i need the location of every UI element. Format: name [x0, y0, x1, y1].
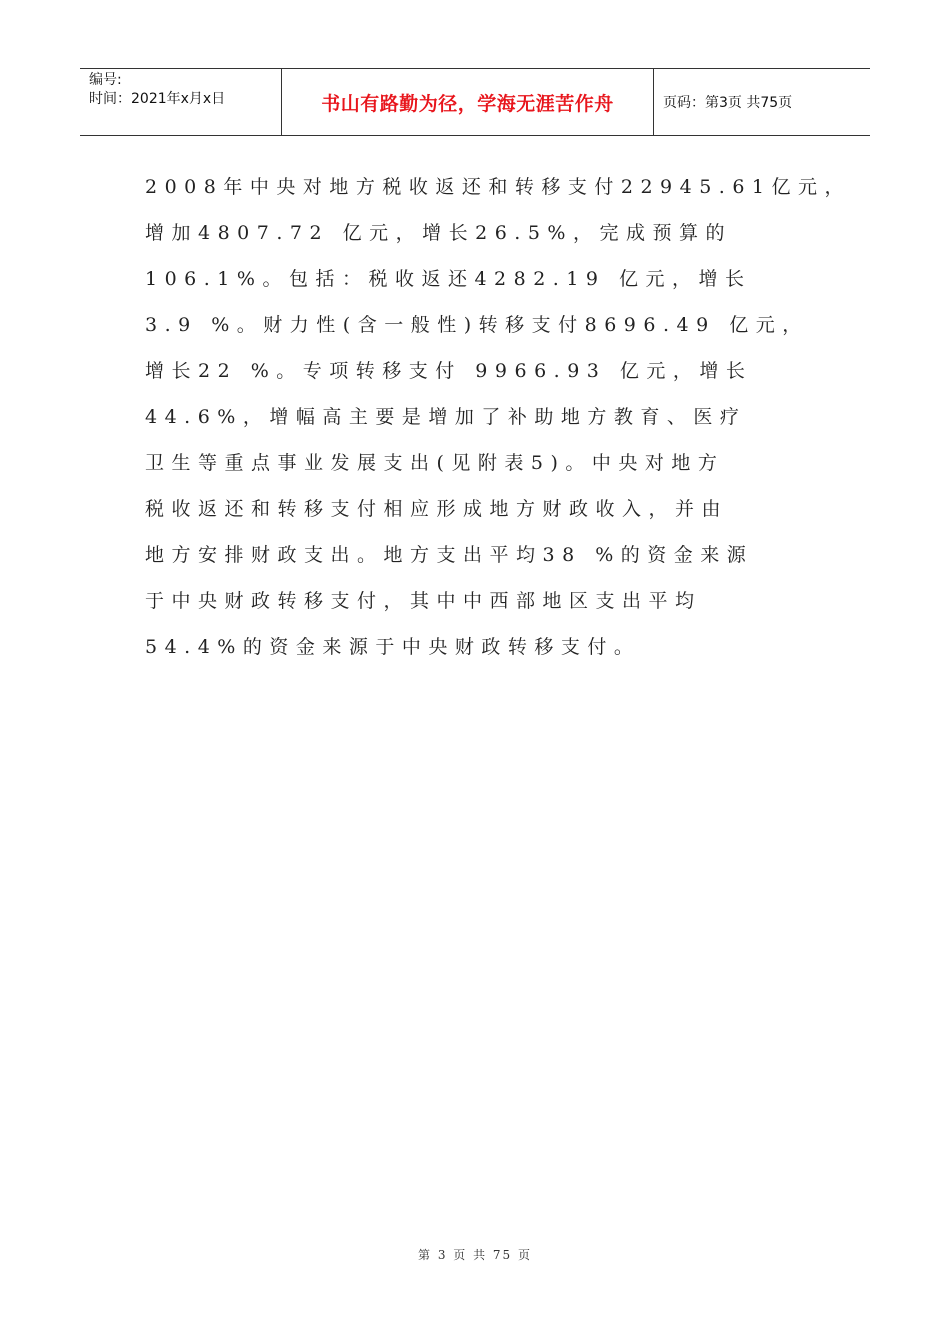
document-number-label: 编号:: [89, 72, 122, 88]
header-motto: 书山有路勤为径，学海无涯苦作舟: [282, 69, 654, 135]
body-line: 106.1%。包括：税收返还4282.19 亿元，增长: [145, 268, 752, 290]
body-line: 44.6%，增幅高主要是增加了补助地方教育、医疗: [145, 406, 747, 428]
header-page-info: 页码：第3页 共75页: [663, 95, 793, 111]
body-line: 增加4807.72 亿元，增长26.5%，完成预算的: [145, 222, 732, 244]
body-line: 于中央财政转移支付，其中中西部地区支出平均: [145, 590, 702, 612]
body-line: 2008年中央对地方税收返还和转移支付22945.61亿元，: [145, 176, 852, 198]
body-line: 地方安排财政支出。地方支出平均38 %的资金来源: [145, 544, 754, 566]
body-line: 卫生等重点事业发展支出(见附表5)。中央对地方: [145, 452, 725, 474]
page-header: [80, 68, 870, 136]
document-time-label: 时间：2021年x月x日: [89, 91, 226, 107]
body-line: 3.9 %。财力性(含一般性)转移支付8696.49 亿元，: [145, 314, 809, 336]
page-footer: 第 3 页 共 75 页: [418, 1248, 532, 1262]
document-body: [145, 164, 852, 670]
body-line: 54.4%的资金来源于中央财政转移支付。: [145, 636, 641, 658]
header-meta: [80, 69, 282, 135]
body-line: 增长22 %。专项转移支付 9966.93 亿元，增长: [145, 360, 753, 382]
body-line: 税收返还和转移支付相应形成地方财政收入，并由: [145, 498, 729, 520]
